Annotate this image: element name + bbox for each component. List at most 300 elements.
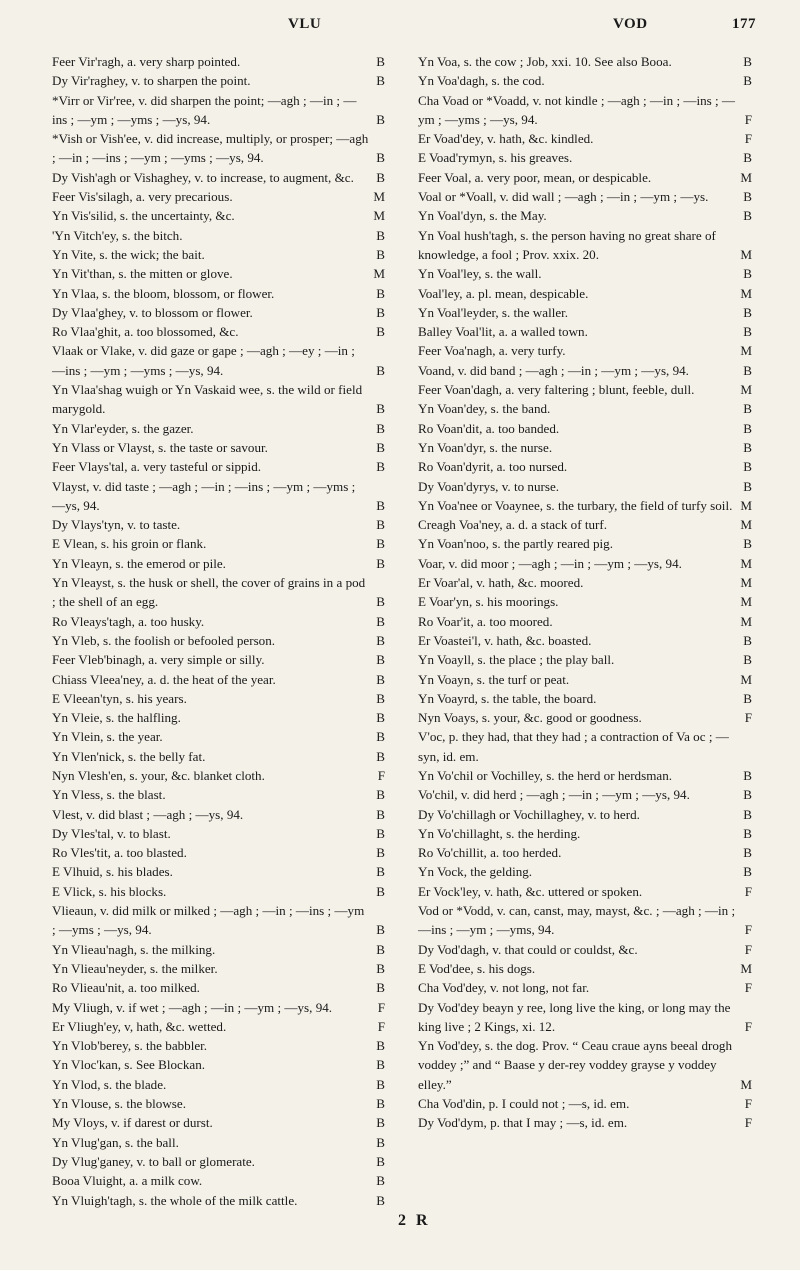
entry-text: Yn Vlieau'neyder, s. the milker. [52, 960, 218, 976]
source-mark: F [744, 980, 752, 996]
entry-text: Cha Vod'din, p. I could not ; —s, id. em. [418, 1096, 630, 1112]
source-mark: B [376, 246, 385, 262]
entry-text: Er Voastei'l, v. hath, &c. boasted. [418, 632, 592, 648]
source-mark: B [376, 806, 385, 822]
source-mark: F [744, 131, 752, 147]
dictionary-entry [418, 708, 752, 727]
entry-text: E Vlhuid, s. his blades. [52, 864, 173, 880]
source-mark: B [743, 150, 752, 166]
dictionary-entry [418, 1094, 752, 1113]
dictionary-entry [52, 998, 385, 1017]
entry-text: Creagh Voa'ney, a. d. a stack of turf. [418, 517, 608, 533]
source-mark: B [376, 1038, 385, 1054]
dictionary-entry [52, 52, 385, 71]
dictionary-entry [52, 689, 385, 708]
entry-text: Dy Vlug'ganey, v. to ball or glomerate. [52, 1153, 255, 1169]
dictionary-entry [52, 206, 385, 225]
dictionary-entry [52, 187, 385, 206]
source-mark: M [740, 169, 752, 185]
source-mark: B [376, 883, 385, 899]
dictionary-entry [418, 303, 752, 322]
dictionary-entry [418, 457, 752, 476]
entry-text: E Vleean'tyn, s. his years. [52, 690, 187, 706]
entry-text: Nyn Voays, s. your, &c. good or goodness. [418, 710, 642, 726]
dictionary-entry [418, 901, 752, 940]
entry-text: Dy Vish'agh or Vishaghey, v. to increase, to augment, &c. [52, 169, 354, 185]
dictionary-entry [52, 1152, 385, 1171]
dictionary-entry [52, 515, 385, 534]
entry-text: Dy Vod'dagh, v. that could or couldst, &c. [418, 941, 638, 957]
source-mark: M [740, 246, 752, 262]
source-mark: B [376, 150, 385, 166]
entry-text: Yn Voal'leyder, s. the waller. [418, 304, 569, 320]
dictionary-entry [52, 477, 385, 516]
entry-text: Yn Vlen'nick, s. the belly fat. [52, 748, 206, 764]
dictionary-entry [418, 650, 752, 669]
dictionary-entry [52, 245, 385, 264]
entry-text: Yn Voan'noo, s. the partly reared pig. [418, 536, 613, 552]
dictionary-entry [418, 824, 752, 843]
entry-text: Balley Voal'lit, a. a walled town. [418, 324, 588, 340]
source-mark: F [377, 767, 385, 783]
entry-text: Yn Voal'dyn, s. the May. [418, 208, 547, 224]
dictionary-entry [418, 689, 752, 708]
dictionary-entry [418, 727, 752, 766]
entry-text: Voal'ley, a. pl. mean, despicable. [418, 285, 589, 301]
source-mark: M [740, 594, 752, 610]
dictionary-entry [418, 959, 752, 978]
entry-text: *Virr or Vir'ree, v. did sharpen the point; —agh ; —in ; —ins ; —ym ; —yms ; —ys, 94. [52, 92, 357, 127]
dictionary-entry [52, 129, 385, 168]
dictionary-entry [418, 187, 752, 206]
dictionary-entry [418, 168, 752, 187]
source-mark: M [740, 343, 752, 359]
dictionary-entry [52, 1171, 385, 1190]
source-mark: B [743, 864, 752, 880]
source-mark: B [376, 652, 385, 668]
entry-text: Vlieaun, v. did milk or milked ; —agh ; —in ; —ins ; —ym ; —yms ; —ys, 94. [52, 903, 365, 938]
entry-text: Vo'chil, v. did herd ; —agh ; —in ; —ym ; —ys, 94. [418, 787, 690, 803]
dictionary-entry [418, 226, 752, 265]
dictionary-entry [52, 1133, 385, 1152]
dictionary-entry [52, 264, 385, 283]
source-mark: M [740, 285, 752, 301]
entry-text: Ro Vles'tit, a. too blasted. [52, 845, 187, 861]
source-mark: B [376, 1173, 385, 1189]
right-column [418, 52, 752, 1133]
dictionary-entry [418, 766, 752, 785]
entry-text: Ro Vleays'tagh, a. too husky. [52, 613, 205, 629]
source-mark: F [744, 710, 752, 726]
entry-text: Yn Vite, s. the wick; the bait. [52, 246, 205, 262]
entry-text: Er Voad'dey, v. hath, &c. kindled. [418, 131, 594, 147]
source-mark: M [740, 517, 752, 533]
dictionary-entry [52, 843, 385, 862]
entry-text: Yn Vlod, s. the blade. [52, 1076, 167, 1092]
source-mark: B [376, 980, 385, 996]
entry-text: Yn Voayll, s. the place ; the play ball. [418, 652, 615, 668]
dictionary-entry [52, 1075, 385, 1094]
dictionary-entry [52, 978, 385, 997]
entry-text: Yn Voayrd, s. the table, the board. [418, 690, 597, 706]
source-mark: B [743, 845, 752, 861]
dictionary-entry [418, 805, 752, 824]
dictionary-entry [418, 322, 752, 341]
entry-text: Voal or *Voall, v. did wall ; —agh ; —in ; —ym ; —ys. [418, 189, 709, 205]
dictionary-entry [52, 612, 385, 631]
dictionary-entry [418, 380, 752, 399]
entry-text: Nyn Vlesh'en, s. your, &c. blanket cloth. [52, 767, 265, 783]
source-mark: B [376, 671, 385, 687]
source-mark: M [740, 575, 752, 591]
dictionary-entry [52, 670, 385, 689]
entry-text: Ro Voan'dit, a. too banded. [418, 420, 560, 436]
dictionary-entry [418, 419, 752, 438]
dictionary-entry [418, 940, 752, 959]
dictionary-entry [52, 1191, 385, 1210]
entry-text: Yn Vless, s. the blast. [52, 787, 166, 803]
source-mark: B [743, 652, 752, 668]
source-mark: F [744, 941, 752, 957]
entry-text: Voar, v. did moor ; —agh ; —in ; —ym ; —ys, 94. [418, 555, 682, 571]
dictionary-entry [52, 457, 385, 476]
dictionary-entry [418, 206, 752, 225]
source-mark: M [740, 960, 752, 976]
dictionary-entry [52, 554, 385, 573]
entry-text: Yn Voa'dagh, s. the cod. [418, 73, 545, 89]
source-mark: B [743, 806, 752, 822]
source-mark: B [376, 748, 385, 764]
dictionary-entry [418, 264, 752, 283]
entry-text: Yn Voal'ley, s. the wall. [418, 266, 542, 282]
entry-text: Yn Vlaa, s. the bloom, blossom, or flower. [52, 285, 275, 301]
dictionary-entry [52, 322, 385, 341]
dictionary-entry [52, 901, 385, 940]
source-mark: B [743, 536, 752, 552]
dictionary-entry [418, 341, 752, 360]
source-mark: B [743, 787, 752, 803]
source-mark: B [743, 420, 752, 436]
dictionary-entry [418, 71, 752, 90]
source-mark: B [376, 690, 385, 706]
dictionary-entry [418, 998, 752, 1037]
entry-text: Yn Voal hush'tagh, s. the person having no great share of knowledge, a fool ; Prov. xxix. 20. [418, 227, 716, 262]
dictionary-entry [52, 534, 385, 553]
source-mark: B [376, 439, 385, 455]
entry-text: Vlaak or Vlake, v. did gaze or gape ; —agh ; —ey ; —in ; —ins ; —ym ; —yms ; —ys, 94. [52, 343, 355, 378]
dictionary-entry [418, 91, 752, 130]
entry-text: E Voar'yn, s. his moorings. [418, 594, 559, 610]
dictionary-entry [52, 341, 385, 380]
dictionary-entry [418, 554, 752, 573]
dictionary-entry [52, 91, 385, 130]
entry-text: My Vloys, v. if darest or durst. [52, 1115, 213, 1131]
entry-text: Yn Vleayst, s. the husk or shell, the cover of grains in a pod ; the shell of an egg. [52, 575, 366, 610]
entry-text: Feer Voa'nagh, a. very turfy. [418, 343, 566, 359]
entry-text: Dy Vod'dym, p. that I may ; —s, id. em. [418, 1115, 628, 1131]
entry-text: Dy Vlaa'ghey, v. to blossom or flower. [52, 304, 253, 320]
dictionary-entry [418, 148, 752, 167]
source-mark: M [740, 555, 752, 571]
entry-text: Feer Voal, a. very poor, mean, or despicable. [418, 169, 652, 185]
source-mark: B [376, 1096, 385, 1112]
dictionary-entry [418, 1113, 752, 1132]
entry-text: Yn Voa, s. the cow ; Job, xxi. 10. See also Booa. [418, 54, 672, 69]
source-mark: B [376, 227, 385, 243]
source-mark: B [376, 536, 385, 552]
source-mark: B [376, 1076, 385, 1092]
source-mark: B [743, 208, 752, 224]
entry-text: Yn Vod'dey, s. the dog. Prov. “ Ceau craue ayns beeal drogh voddey ;” and “ Baase y der-rey voddey grayse y voddey elley.” [418, 1038, 732, 1092]
dictionary-entry [52, 805, 385, 824]
dictionary-entry [52, 1094, 385, 1113]
entry-text: Dy Vles'tal, v. to blast. [52, 825, 171, 841]
entry-text: Ro Voan'dyrit, a. too nursed. [418, 459, 568, 475]
entry-text: My Vliugh, v. if wet ; —agh ; —in ; —ym ; —ys, 94. [52, 999, 333, 1015]
source-mark: B [376, 362, 385, 378]
source-mark: B [376, 1134, 385, 1150]
entry-text: V'oc, p. they had, that they had ; a contraction of Va oc ; —syn, id. em. [418, 729, 729, 764]
source-mark: B [743, 690, 752, 706]
dictionary-entry [52, 573, 385, 612]
dictionary-entry [418, 670, 752, 689]
dictionary-entry [418, 477, 752, 496]
entry-text: Yn Vlouse, s. the blowse. [52, 1096, 186, 1112]
source-mark: B [743, 324, 752, 340]
source-mark: B [376, 54, 385, 69]
running-header [48, 16, 756, 40]
source-mark: F [744, 1115, 752, 1131]
entry-text: *Vish or Vish'ee, v. did increase, multiply, or prosper; —agh ; —in ; —ins ; —ym ; —yms ; —ys, 94. [52, 131, 369, 166]
source-mark: B [743, 401, 752, 417]
entry-text: Ro Voar'it, a. too moored. [418, 613, 553, 629]
entry-text: Yn Vluigh'tagh, s. the whole of the milk cattle. [52, 1192, 298, 1208]
dictionary-entry [418, 496, 752, 515]
source-mark: B [743, 439, 752, 455]
entry-text: Er Voar'al, v. hath, &c. moored. [418, 575, 584, 591]
entry-text: Dy Vir'raghey, v. to sharpen the point. [52, 73, 251, 89]
dictionary-entry [418, 978, 752, 997]
source-mark: M [740, 382, 752, 398]
entry-text: Voand, v. did band ; —agh ; —in ; —ym ; —ys, 94. [418, 362, 689, 378]
entry-text: Cha Voad or *Voadd, v. not kindle ; —agh ; —in ; —ins ; —ym ; —yms ; —ys, 94. [418, 92, 736, 127]
source-mark: B [743, 632, 752, 648]
dictionary-entry [52, 226, 385, 245]
source-mark: M [740, 497, 752, 513]
entry-text: Er Vliugh'ey, v, hath, &c. wetted. [52, 1018, 227, 1034]
source-mark: M [373, 266, 385, 282]
dictionary-entry [418, 612, 752, 631]
entry-text: Dy Vo'chillagh or Vochillaghey, v. to herd. [418, 806, 640, 822]
dictionary-entry [52, 1055, 385, 1074]
entry-text: Yn Vlug'gan, s. the ball. [52, 1134, 179, 1150]
source-mark: F [744, 111, 752, 127]
dictionary-entry [418, 1036, 752, 1094]
source-mark: B [743, 73, 752, 89]
entry-text: Yn Vloc'kan, s. See Blockan. [52, 1057, 206, 1073]
entry-text: Yn Vlob'berey, s. the babbler. [52, 1038, 208, 1054]
dictionary-entry [52, 650, 385, 669]
source-mark: B [743, 478, 752, 494]
dictionary-entry [52, 882, 385, 901]
source-mark: B [743, 825, 752, 841]
source-mark: B [376, 941, 385, 957]
dictionary-entry [52, 766, 385, 785]
entry-text: Yn Vlar'eyder, s. the gazer. [52, 420, 194, 436]
dictionary-entry [52, 824, 385, 843]
source-mark: B [376, 1115, 385, 1131]
source-mark: B [376, 285, 385, 301]
left-column [52, 52, 385, 1210]
source-mark: B [376, 594, 385, 610]
entry-text: Yn Vleb, s. the foolish or befooled person. [52, 632, 276, 648]
dictionary-entry [52, 708, 385, 727]
entry-text: 'Yn Vitch'ey, s. the bitch. [52, 227, 183, 243]
entry-text: Yn Vock, the gelding. [418, 864, 533, 880]
entry-text: Yn Vit'than, s. the mitten or glove. [52, 266, 233, 282]
entry-text: Dy Vod'dey beayn y ree, long live the king, or long may the king live ; 2 Kings, xi. 12. [418, 999, 731, 1034]
dictionary-entry [418, 515, 752, 534]
dictionary-entry [418, 843, 752, 862]
source-mark: B [376, 1057, 385, 1073]
dictionary-entry [52, 284, 385, 303]
dictionary-entry [418, 284, 752, 303]
source-mark: F [744, 883, 752, 899]
source-mark: B [376, 613, 385, 629]
source-mark: B [376, 922, 385, 938]
dictionary-entry [418, 785, 752, 804]
source-mark: B [376, 632, 385, 648]
dictionary-entry [52, 419, 385, 438]
source-mark: B [743, 54, 752, 69]
source-mark: B [376, 710, 385, 726]
source-mark: B [376, 960, 385, 976]
source-mark: B [376, 73, 385, 89]
dictionary-entry [52, 380, 385, 419]
dictionary-entry [418, 129, 752, 148]
dictionary-entry [418, 862, 752, 881]
entry-text: Yn Vis'silid, s. the uncertainty, &c. [52, 208, 235, 224]
dictionary-entry [418, 592, 752, 611]
dictionary-entry [52, 1036, 385, 1055]
entry-text: Feer Vir'ragh, a. very sharp pointed. [52, 54, 241, 69]
source-mark: B [376, 304, 385, 320]
source-mark: B [376, 1153, 385, 1169]
dictionary-entry [52, 71, 385, 90]
dictionary-entry [52, 631, 385, 650]
dictionary-entry [52, 303, 385, 322]
dictionary-entry [52, 959, 385, 978]
source-mark: B [743, 304, 752, 320]
entry-text: Ro Vo'chillit, a. too herded. [418, 845, 562, 861]
entry-text: Feer Vis'silagh, a. very precarious. [52, 189, 233, 205]
source-mark: B [376, 401, 385, 417]
source-mark: B [376, 1192, 385, 1208]
dictionary-entry [418, 534, 752, 553]
guide-word-right: VOD [613, 16, 648, 32]
entry-text: Dy Voan'dyrys, v. to nurse. [418, 478, 560, 494]
entry-text: Booa Vluight, a. a milk cow. [52, 1173, 203, 1189]
dictionary-entry [52, 1113, 385, 1132]
dictionary-entry [52, 940, 385, 959]
source-mark: F [377, 1018, 385, 1034]
source-mark: B [376, 555, 385, 571]
entry-text: Yn Voa'nee or Voaynee, s. the turbary, the field of turfy soil. [418, 497, 733, 513]
entry-text: Ro Vlieau'nit, a. too milked. [52, 980, 200, 996]
entry-text: Dy Vlays'tyn, v. to taste. [52, 517, 181, 533]
source-mark: B [376, 169, 385, 185]
source-mark: B [376, 459, 385, 475]
source-mark: B [743, 266, 752, 282]
dictionary-entry [52, 168, 385, 187]
source-mark: B [376, 825, 385, 841]
entry-text: E Vlean, s. his groin or flank. [52, 536, 207, 552]
dictionary-entry [52, 747, 385, 766]
guide-word-left: VLU [288, 16, 322, 32]
dictionary-entry [52, 785, 385, 804]
source-mark: B [743, 459, 752, 475]
entry-text: Ro Vlaa'ghit, a. too blossomed, &c. [52, 324, 239, 340]
entry-text: E Vod'dee, s. his dogs. [418, 960, 536, 976]
source-mark: B [376, 324, 385, 340]
entry-text: E Vlick, s. his blocks. [52, 883, 167, 899]
entry-text: Vod or *Vodd, v. can, canst, may, mayst, &c. ; —agh ; —in ; —ins ; —ym ; —yms, 94. [418, 903, 736, 938]
source-mark: M [373, 189, 385, 205]
source-mark: M [740, 671, 752, 687]
entry-text: Yn Vlass or Vlayst, s. the taste or savour. [52, 439, 268, 455]
entry-text: Yn Vleayn, s. the emerod or pile. [52, 555, 226, 571]
source-mark: F [744, 922, 752, 938]
entry-text: Vlayst, v. did taste ; —agh ; —in ; —ins ; —ym ; —yms ; —ys, 94. [52, 478, 356, 513]
entry-text: Chiass Vleea'ney, a. d. the heat of the year. [52, 671, 276, 687]
source-mark: B [376, 111, 385, 127]
entry-text: Feer Vlays'tal, a. very tasteful or sippid. [52, 459, 262, 475]
dictionary-entry [418, 631, 752, 650]
dictionary-entry [52, 862, 385, 881]
dictionary-entry [52, 438, 385, 457]
source-mark: F [377, 999, 385, 1015]
source-mark: B [376, 787, 385, 803]
dictionary-entry [418, 361, 752, 380]
source-mark: B [743, 767, 752, 783]
entry-text: Feer Voan'dagh, a. very faltering ; blunt, feeble, dull. [418, 382, 695, 398]
source-mark: M [740, 613, 752, 629]
dictionary-entry [418, 52, 752, 71]
dictionary-entry [418, 399, 752, 418]
dictionary-entry [418, 438, 752, 457]
dictionary-entry [418, 573, 752, 592]
entry-text: Yn Vo'chillaght, s. the herding. [418, 825, 581, 841]
entry-text: Yn Vo'chil or Vochilley, s. the herd or herdsman. [418, 767, 673, 783]
entry-text: Cha Vod'dey, v. not long, not far. [418, 980, 590, 996]
source-mark: B [376, 497, 385, 513]
entry-text: Er Vock'ley, v. hath, &c. uttered or spoken. [418, 883, 643, 899]
entry-text: Yn Vlieau'nagh, s. the milking. [52, 941, 216, 957]
page-number: 177 [732, 16, 756, 32]
source-mark: B [376, 864, 385, 880]
entry-text: E Voad'rymyn, s. his greaves. [418, 150, 573, 166]
source-mark: F [744, 1096, 752, 1112]
signature-mark: 2 R [398, 1212, 431, 1229]
entry-text: Vlest, v. did blast ; —agh ; —ys, 94. [52, 806, 244, 822]
source-mark: F [744, 1018, 752, 1034]
source-mark: B [376, 845, 385, 861]
entry-text: Yn Voan'dyr, s. the nurse. [418, 439, 553, 455]
entry-text: Yn Voayn, s. the turf or peat. [418, 671, 570, 687]
dictionary-entry [52, 727, 385, 746]
entry-text: Yn Vlein, s. the year. [52, 729, 163, 745]
source-mark: M [740, 1076, 752, 1092]
